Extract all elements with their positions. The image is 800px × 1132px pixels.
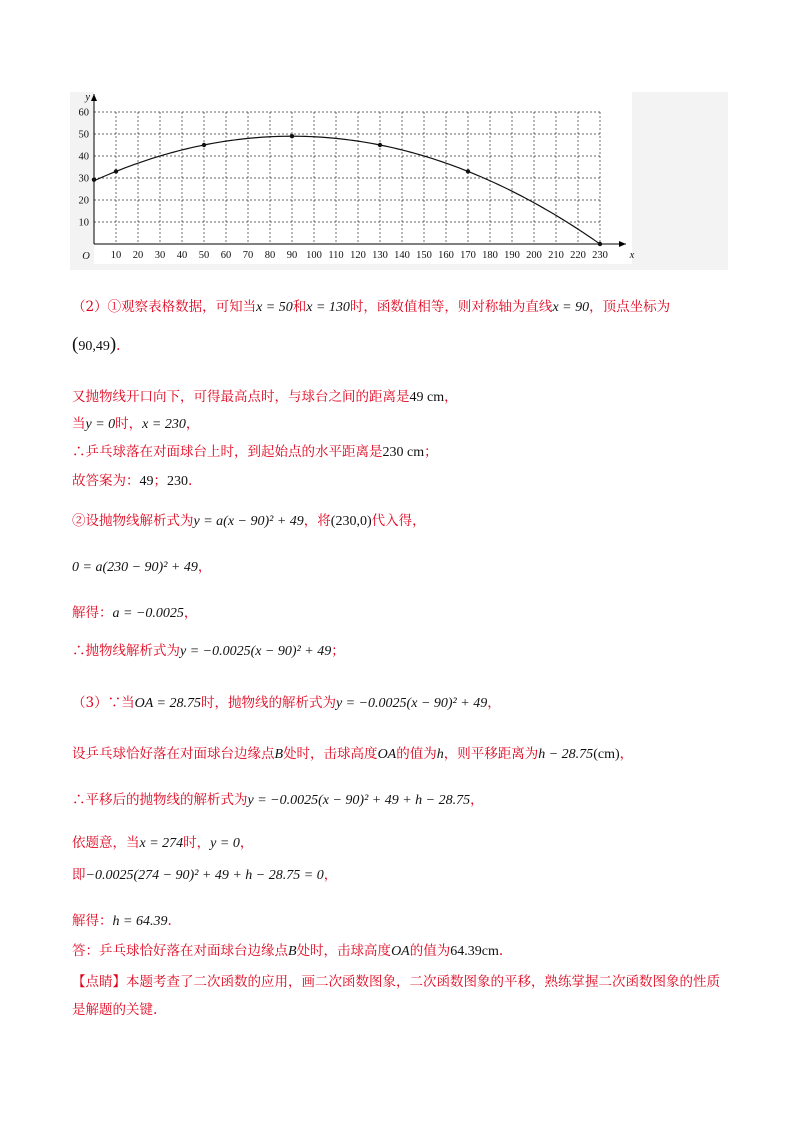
- math-a-value: a = −0.0025: [112, 606, 184, 621]
- math-oa: OA = 28.75: [134, 696, 201, 711]
- data-point: [466, 169, 470, 173]
- line-commentary: [72, 968, 732, 1024]
- answer-value: 49: [139, 474, 154, 489]
- data-point: [92, 177, 96, 181]
- math-paren: (: [72, 334, 79, 355]
- line-solve-h: [72, 912, 172, 931]
- math-vertex: 90,49: [78, 339, 110, 354]
- text-segment: ，: [619, 746, 634, 762]
- text-segment: 的值为: [409, 943, 451, 959]
- text-segment: ②设抛物线解析式为: [72, 513, 194, 529]
- text-segment: 处时，击球高度: [296, 943, 392, 959]
- math-equation: 0 = a(230 − 90)² + 49: [72, 560, 198, 575]
- text-segment: ，: [197, 559, 212, 575]
- text-segment: 设乒乓球恰好落在对面球台边缘点: [72, 746, 275, 762]
- text-segment: ；: [331, 643, 345, 659]
- math-point-b: B: [274, 747, 284, 762]
- text-segment: .: [167, 913, 172, 929]
- text-segment: 时，: [115, 416, 143, 432]
- x-tick-label: 170: [460, 250, 476, 261]
- math-point: (230,0): [330, 514, 372, 529]
- x-tick-label: 210: [548, 250, 564, 261]
- line-assume-form: [72, 512, 426, 531]
- math-y-0: y = 0: [85, 417, 116, 432]
- line-part3: [72, 694, 501, 713]
- math-vertex-form: y = a(x − 90)² + 49: [193, 514, 304, 529]
- math-230cm: 230 cm: [382, 445, 425, 460]
- math-expression: y = −0.0025(x − 90)² + 49: [335, 696, 488, 711]
- x-tick-label: 230: [592, 250, 608, 261]
- x-tick-label: 20: [132, 250, 144, 261]
- x-tick-label: 150: [416, 250, 432, 261]
- y-tick-label: 50: [78, 129, 89, 141]
- math-point-b: B: [288, 944, 297, 959]
- line-distance: [72, 443, 438, 462]
- parabola-chart: [70, 92, 728, 270]
- text-segment: 故答案为：: [72, 473, 140, 489]
- text-segment: 解得：: [72, 913, 113, 929]
- x-tick-label: 140: [394, 250, 410, 261]
- x-tick-label: 40: [176, 250, 188, 261]
- math-x-274: x = 274: [139, 836, 184, 851]
- text-segment: （3）∵当: [72, 695, 135, 711]
- x-tick-label: 220: [570, 250, 586, 261]
- line-answer: [72, 472, 192, 491]
- text-segment: .: [188, 473, 193, 489]
- line-solve-a: [72, 604, 197, 623]
- x-tick-label: 60: [220, 250, 232, 261]
- text-segment: 解得：: [72, 605, 113, 621]
- text-segment: ；: [153, 473, 167, 489]
- text-segment: 答：乒乓球恰好落在对面球台边缘点: [72, 943, 288, 959]
- math-h-value: h = 64.39: [112, 914, 168, 929]
- text-segment: .: [116, 338, 121, 354]
- line-assume-h: [72, 745, 633, 764]
- text-segment: ，: [470, 792, 484, 808]
- line-y-zero: [72, 415, 199, 434]
- text-segment: ，顶点坐标为: [589, 299, 671, 315]
- y-tick-label: 20: [78, 195, 89, 207]
- data-point: [378, 143, 382, 147]
- math-unit: (cm): [593, 747, 620, 762]
- data-point: [290, 134, 294, 138]
- math-equation: −0.0025(274 − 90)² + 49 + h − 28.75 = 0: [85, 868, 324, 883]
- line-final-answer: [72, 942, 503, 961]
- text-segment: 时，: [183, 835, 211, 851]
- y-tick-label: 30: [78, 173, 89, 185]
- text-segment: 又抛物线开口向下，可得最高点时，与球台之间的距离是: [72, 389, 410, 405]
- x-tick-label: 90: [286, 250, 298, 261]
- math-final-value: 64.39cm: [450, 944, 499, 959]
- text-segment: ，: [487, 695, 501, 711]
- text-segment: ；: [424, 444, 438, 460]
- x-tick-label: 110: [328, 250, 344, 261]
- text-segment: ，: [323, 867, 338, 883]
- x-tick-label: 180: [482, 250, 498, 261]
- y-tick-label: 60: [78, 107, 89, 119]
- math-x-50: x = 50: [256, 300, 293, 315]
- y-tick-label: 40: [78, 151, 89, 163]
- x-axis-label: x: [629, 250, 635, 261]
- data-point: [114, 169, 118, 173]
- x-tick-label: 100: [306, 250, 322, 261]
- text-segment: ，将: [303, 513, 331, 529]
- text-segment: 处时，击球高度: [283, 746, 378, 762]
- line-parabola-expression: [72, 642, 345, 661]
- line-substitute: [72, 558, 211, 577]
- math-expression: y = −0.0025(x − 90)² + 49: [180, 644, 332, 659]
- math-x-230: x = 230: [142, 417, 186, 432]
- line-max-height: [72, 388, 458, 407]
- x-tick-label: 30: [154, 250, 166, 261]
- text-segment: ，: [185, 416, 200, 432]
- data-point: [598, 242, 602, 246]
- line-vertex: [72, 336, 120, 356]
- line-equation-h: [72, 866, 337, 885]
- text-segment: （2）①观察表格数据，可知当: [72, 299, 257, 315]
- x-tick-label: 190: [504, 250, 520, 261]
- math-oa: OA: [391, 944, 410, 959]
- text-segment: ，: [183, 605, 198, 621]
- text-segment: 依题意，当: [72, 835, 140, 851]
- line-part2-symmetry: [72, 298, 670, 317]
- x-tick-label: 80: [264, 250, 276, 261]
- x-tick-label: 10: [110, 250, 122, 261]
- x-tick-label: 120: [350, 250, 366, 261]
- x-tick-label: 70: [242, 250, 254, 261]
- text-segment: 即: [72, 867, 86, 883]
- text-segment: 和: [292, 299, 307, 315]
- text-segment: ∴平移后的抛物线的解析式为: [72, 792, 248, 808]
- text-segment: ，: [444, 389, 458, 405]
- line-condition: [72, 834, 253, 853]
- math-shifted-expression: y = −0.0025(x − 90)² + 49 + h − 28.75: [247, 793, 471, 808]
- chart-svg: [70, 92, 728, 270]
- text-segment: 的值为: [396, 746, 437, 762]
- text-segment: .: [498, 943, 504, 959]
- math-oa: OA: [377, 747, 397, 762]
- text-segment: 代入得，: [371, 513, 426, 529]
- text-segment: ∴乒乓球落在对面球台上时，到起始点的水平距离是: [72, 444, 383, 460]
- origin-label: O: [82, 251, 90, 262]
- commentary-text: 【点睛】本题考查了二次函数的应用，画二次函数图象，二次函数图象的平移，熟练掌握二次函数图象的性质是解题的关键.: [72, 974, 720, 1018]
- math-paren: ): [109, 334, 117, 355]
- math-axis: x = 90: [552, 300, 590, 315]
- text-segment: ，: [239, 835, 254, 851]
- math-h: h: [436, 747, 444, 762]
- y-axis-label: y: [85, 92, 90, 103]
- text-segment: 时，抛物线的解析式为: [200, 695, 336, 711]
- y-tick-label: 10: [78, 217, 89, 229]
- text-segment: 当: [72, 416, 86, 432]
- text-segment: ∴抛物线解析式为: [72, 643, 180, 659]
- x-tick-label: 160: [438, 250, 454, 261]
- answer-value: 230: [167, 474, 188, 489]
- x-tick-label: 50: [198, 250, 210, 261]
- data-point: [202, 143, 206, 147]
- math-shift: h − 28.75: [538, 747, 594, 762]
- x-tick-label: 200: [526, 250, 542, 261]
- text-segment: 时，函数值相等，则对称轴为直线: [349, 299, 553, 315]
- math-x-130: x = 130: [306, 300, 350, 315]
- line-shifted-expression: [72, 791, 484, 810]
- text-segment: ，则平移距离为: [443, 746, 539, 762]
- math-49cm: 49 cm: [409, 390, 445, 405]
- math-y-0: y = 0: [210, 836, 240, 851]
- x-tick-label: 130: [372, 250, 388, 261]
